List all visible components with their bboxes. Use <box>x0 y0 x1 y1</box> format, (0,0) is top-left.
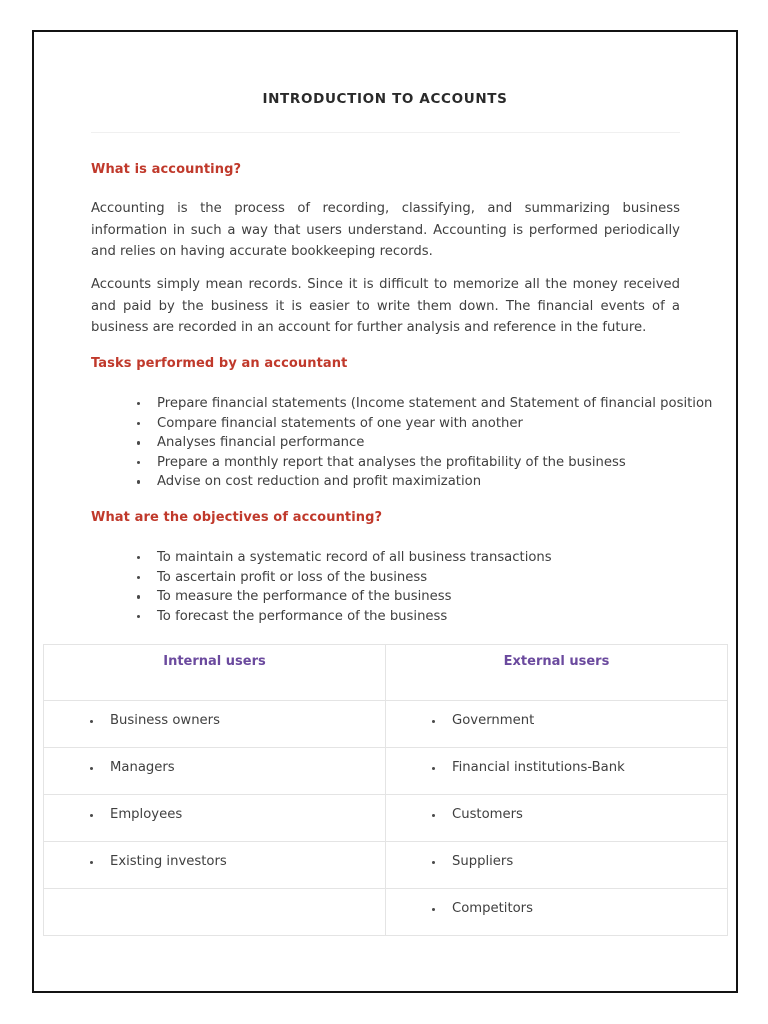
list-item <box>386 842 727 871</box>
list-item-label: Employees <box>110 807 183 822</box>
objectives-list <box>91 548 680 626</box>
document-body <box>34 32 736 991</box>
title-divider <box>91 132 680 133</box>
bullet-icon <box>137 402 140 405</box>
bullet-icon <box>137 441 140 444</box>
bullet-icon <box>432 720 435 723</box>
table-cell-external <box>386 748 728 795</box>
bullet-icon <box>432 814 435 817</box>
list-item <box>44 701 385 730</box>
table-cell-external <box>386 842 728 889</box>
column-header-external-users: External users <box>386 645 728 701</box>
list-item <box>386 701 727 730</box>
table-cell-internal <box>44 842 386 889</box>
list-item <box>386 889 727 918</box>
table-row <box>44 795 728 842</box>
table-row <box>44 842 728 889</box>
list-item <box>44 842 385 871</box>
list-item-label: Prepare financial statements (Income statement and Statement of financial position <box>157 396 713 411</box>
list-item-label: To forecast the performance of the business <box>157 608 448 624</box>
table-cell-external <box>386 795 728 842</box>
table-header-row <box>44 645 728 701</box>
table-cell-external <box>386 701 728 748</box>
list-item-label: To measure the performance of the business <box>157 589 452 605</box>
list-item-label: Government <box>452 713 535 728</box>
list-item <box>91 433 680 453</box>
bullet-icon <box>137 461 140 464</box>
list-item <box>386 795 727 824</box>
bullet-icon <box>137 595 140 598</box>
list-item-label: Customers <box>452 807 523 822</box>
list-item-label: Analyses financial performance <box>157 435 365 451</box>
list-item-label: Financial institutions-Bank <box>452 760 625 775</box>
list-item <box>386 748 727 777</box>
tasks-list <box>91 394 713 492</box>
list-item-label: Suppliers <box>452 854 514 869</box>
bullet-icon <box>90 814 93 817</box>
list-item <box>44 748 385 777</box>
list-item <box>91 607 680 627</box>
list-item-label: Compare financial statements of one year with another <box>157 415 523 431</box>
list-item <box>91 414 680 434</box>
bullet-icon <box>90 767 93 770</box>
bullet-icon <box>432 908 435 911</box>
bullet-icon <box>137 615 140 618</box>
heading-objectives: What are the objectives of accounting? <box>91 510 383 525</box>
list-item <box>91 548 680 568</box>
list-item-label: Business owners <box>110 713 220 728</box>
list-item <box>91 394 713 414</box>
bullet-icon <box>137 480 140 483</box>
table-cell-internal <box>44 701 386 748</box>
table-row <box>44 701 728 748</box>
table-cell-internal <box>44 748 386 795</box>
document-page <box>32 30 738 993</box>
page-title: INTRODUCTION TO ACCOUNTS <box>262 91 508 107</box>
bullet-icon <box>137 556 140 559</box>
list-item-label: Managers <box>110 760 175 775</box>
list-item-label: Existing investors <box>110 854 227 869</box>
table-cell-internal-empty <box>44 889 386 936</box>
list-item <box>91 568 680 588</box>
list-item-label: Competitors <box>452 901 533 916</box>
table-cell-external <box>386 889 728 936</box>
bullet-icon <box>432 861 435 864</box>
table-row <box>44 889 728 936</box>
table-cell-internal <box>44 795 386 842</box>
paragraph-accounting-definition: Accounting is the process of recording, classifying, and summarizing business information in such a way that users understand. Accounting is performed periodically and relies on having accurate bookkeeping records. <box>91 201 680 259</box>
bullet-icon <box>90 720 93 723</box>
list-item <box>44 795 385 824</box>
list-item <box>91 453 680 473</box>
bullet-icon <box>432 767 435 770</box>
list-item-label: To ascertain profit or loss of the business <box>157 569 428 585</box>
heading-what-is-accounting: What is accounting? <box>91 162 242 177</box>
paragraph-accounts-records: Accounts simply mean records. Since it is difficult to memorize all the money received and paid by the business it is easier to write them down. The financial events of a business are recorded in an account for further analysis and reference in the future. <box>91 277 680 335</box>
bullet-icon <box>137 576 140 579</box>
heading-tasks-performed: Tasks performed by an accountant <box>91 356 348 371</box>
bullet-icon <box>137 422 140 425</box>
list-item-label: To maintain a systematic record of all business transactions <box>157 550 552 565</box>
bullet-icon <box>90 861 93 864</box>
column-header-internal-users: Internal users <box>44 645 386 701</box>
users-table <box>43 644 728 936</box>
list-item-label: Prepare a monthly report that analyses the profitability of the business <box>157 454 626 470</box>
list-item-label: Advise on cost reduction and profit maximization <box>157 474 482 490</box>
list-item <box>91 472 680 492</box>
table-row <box>44 748 728 795</box>
list-item <box>91 587 680 607</box>
